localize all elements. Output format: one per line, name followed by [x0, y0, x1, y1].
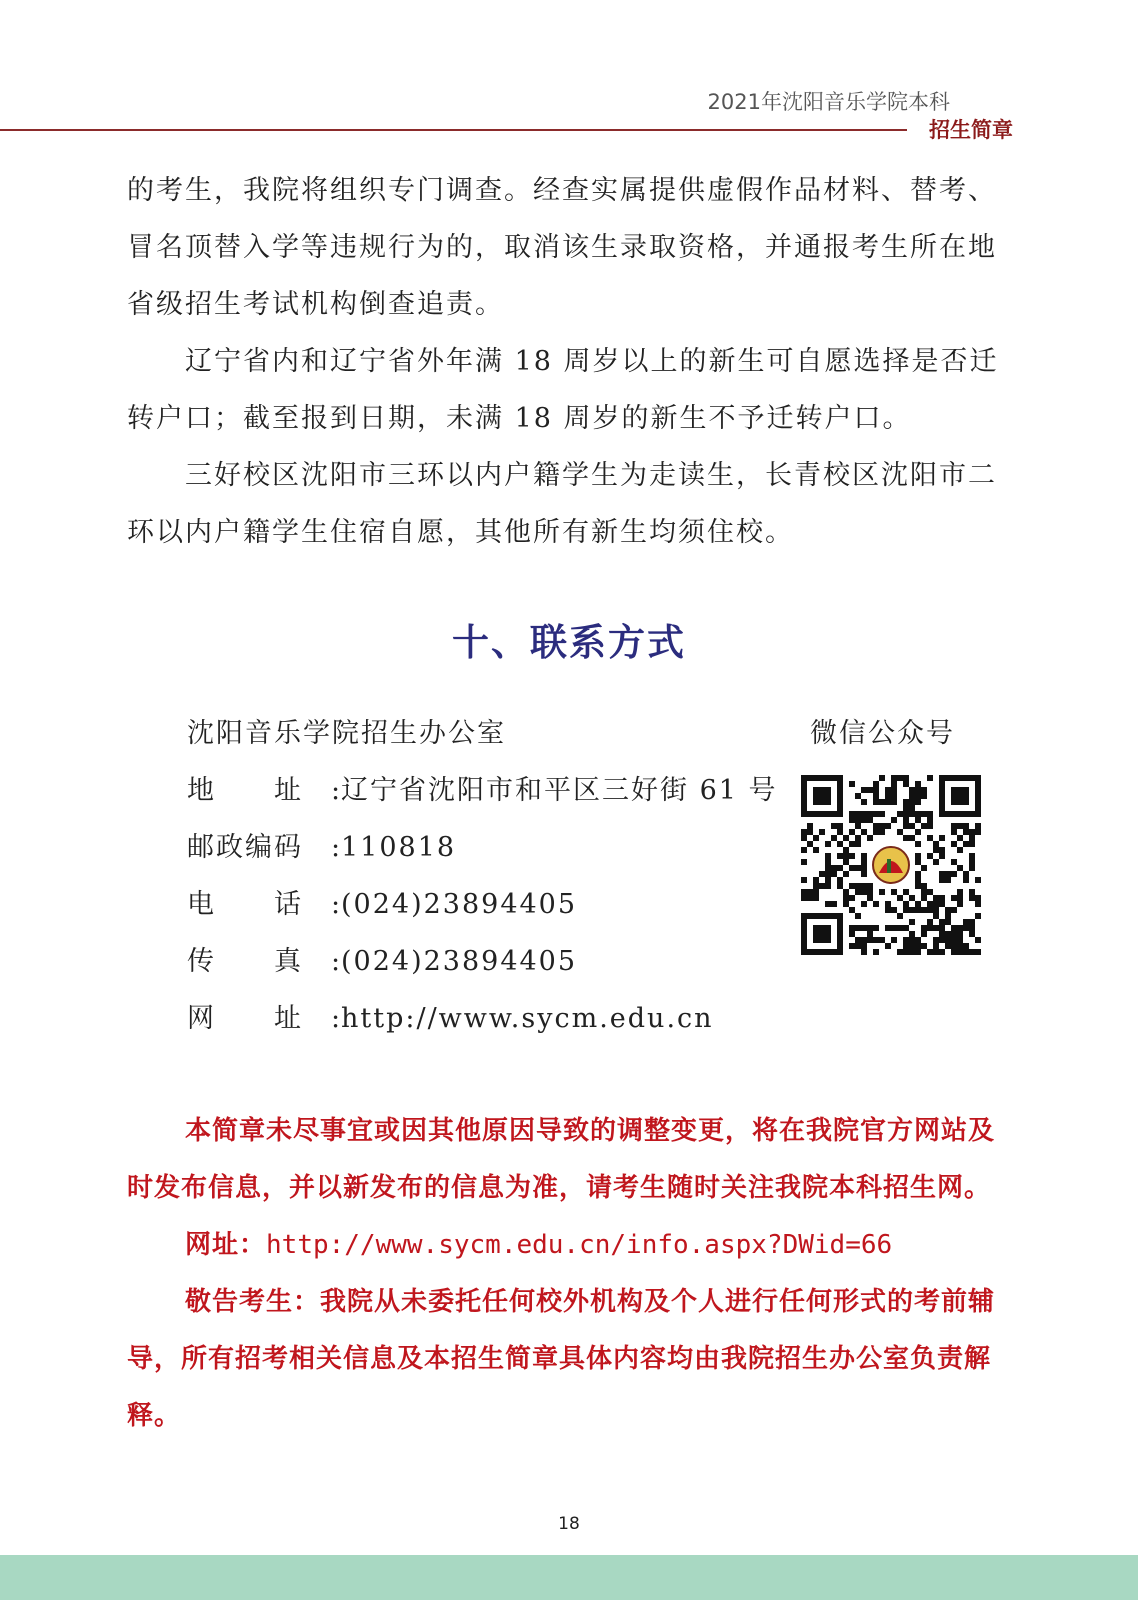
fax-value: (024)23894405 — [341, 946, 578, 977]
contact-row-phone — [187, 876, 778, 933]
postcode-label: 邮政编码 — [187, 832, 303, 863]
wechat-label: 微信公众号 — [810, 718, 955, 749]
website-label: 网 址 — [187, 1003, 303, 1034]
office-name: 沈阳音乐学院招生办公室 — [187, 718, 506, 749]
address-value: 辽宁省沈阳市和平区三好街 61 号 — [341, 775, 778, 806]
notice-warning: 敬告考生：我院从未委托任何校外机构及个人进行任何形式的考前辅导，所有招考相关信息及本招生简章具体内容均由我院招生办公室负责解释。 — [127, 1287, 996, 1431]
phone-label: 电 话 — [187, 889, 303, 920]
address-sep: : — [331, 775, 343, 806]
address-label: 地 址 — [187, 775, 303, 806]
website-sep: : — [331, 1003, 343, 1034]
paragraph-1: 的考生，我院将组织专门调查。经查实属提供虚假作品材料、替考、冒名顶替入学等违规行为的，取消该生录取资格，并通报考生所在地省级招生考试机构倒查追责。 — [127, 175, 997, 320]
contact-info — [187, 705, 778, 1047]
paragraph-3: 三好校区沈阳市三环以内户籍学生为走读生，长青校区沈阳市二环以内户籍学生住宿自愿，其他所有新生均须住校。 — [127, 460, 997, 548]
section-title: 十、联系方式 — [452, 620, 686, 664]
notice-block — [127, 1103, 1012, 1445]
contact-row-fax — [187, 933, 778, 990]
notice-url-label: 网址： — [185, 1230, 267, 1260]
fax-sep: : — [331, 946, 343, 977]
notice-url-link[interactable]: http://www.sycm.edu.cn/info.aspx?DWid=66 — [266, 1230, 893, 1260]
header-title: 2021年沈阳音乐学院本科 — [707, 90, 950, 114]
paragraph-2: 辽宁省内和辽宁省外年满 18 周岁以上的新生可自愿选择是否迁转户口；截至报到日期，未满 18 周岁的新生不予迁转户口。 — [127, 346, 999, 434]
wechat-qr-code-icon — [801, 775, 981, 955]
phone-sep: : — [331, 889, 343, 920]
contact-row-postcode — [187, 819, 778, 876]
notice-url-line — [127, 1217, 1012, 1274]
contact-row-address — [187, 762, 778, 819]
page-number: 18 — [558, 1514, 580, 1534]
phone-value: (024)23894405 — [341, 889, 578, 920]
body-text — [127, 162, 1012, 561]
header-subtitle: 招生简章 — [929, 118, 1013, 142]
notice-paragraph: 本简章未尽事宜或因其他原因导致的调整变更，将在我院官方网站及时发布信息，并以新发布的信息为准，请考生随时关注我院本科招生网。 — [127, 1116, 996, 1203]
website-link[interactable]: http://www.sycm.edu.cn — [341, 1003, 714, 1034]
footer-band — [0, 1555, 1138, 1600]
fax-label: 传 真 — [187, 946, 303, 977]
header-divider — [0, 129, 907, 131]
contact-office — [187, 705, 778, 762]
contact-row-website — [187, 990, 778, 1047]
postcode-value: 110818 — [341, 832, 457, 863]
postcode-sep: : — [331, 832, 343, 863]
